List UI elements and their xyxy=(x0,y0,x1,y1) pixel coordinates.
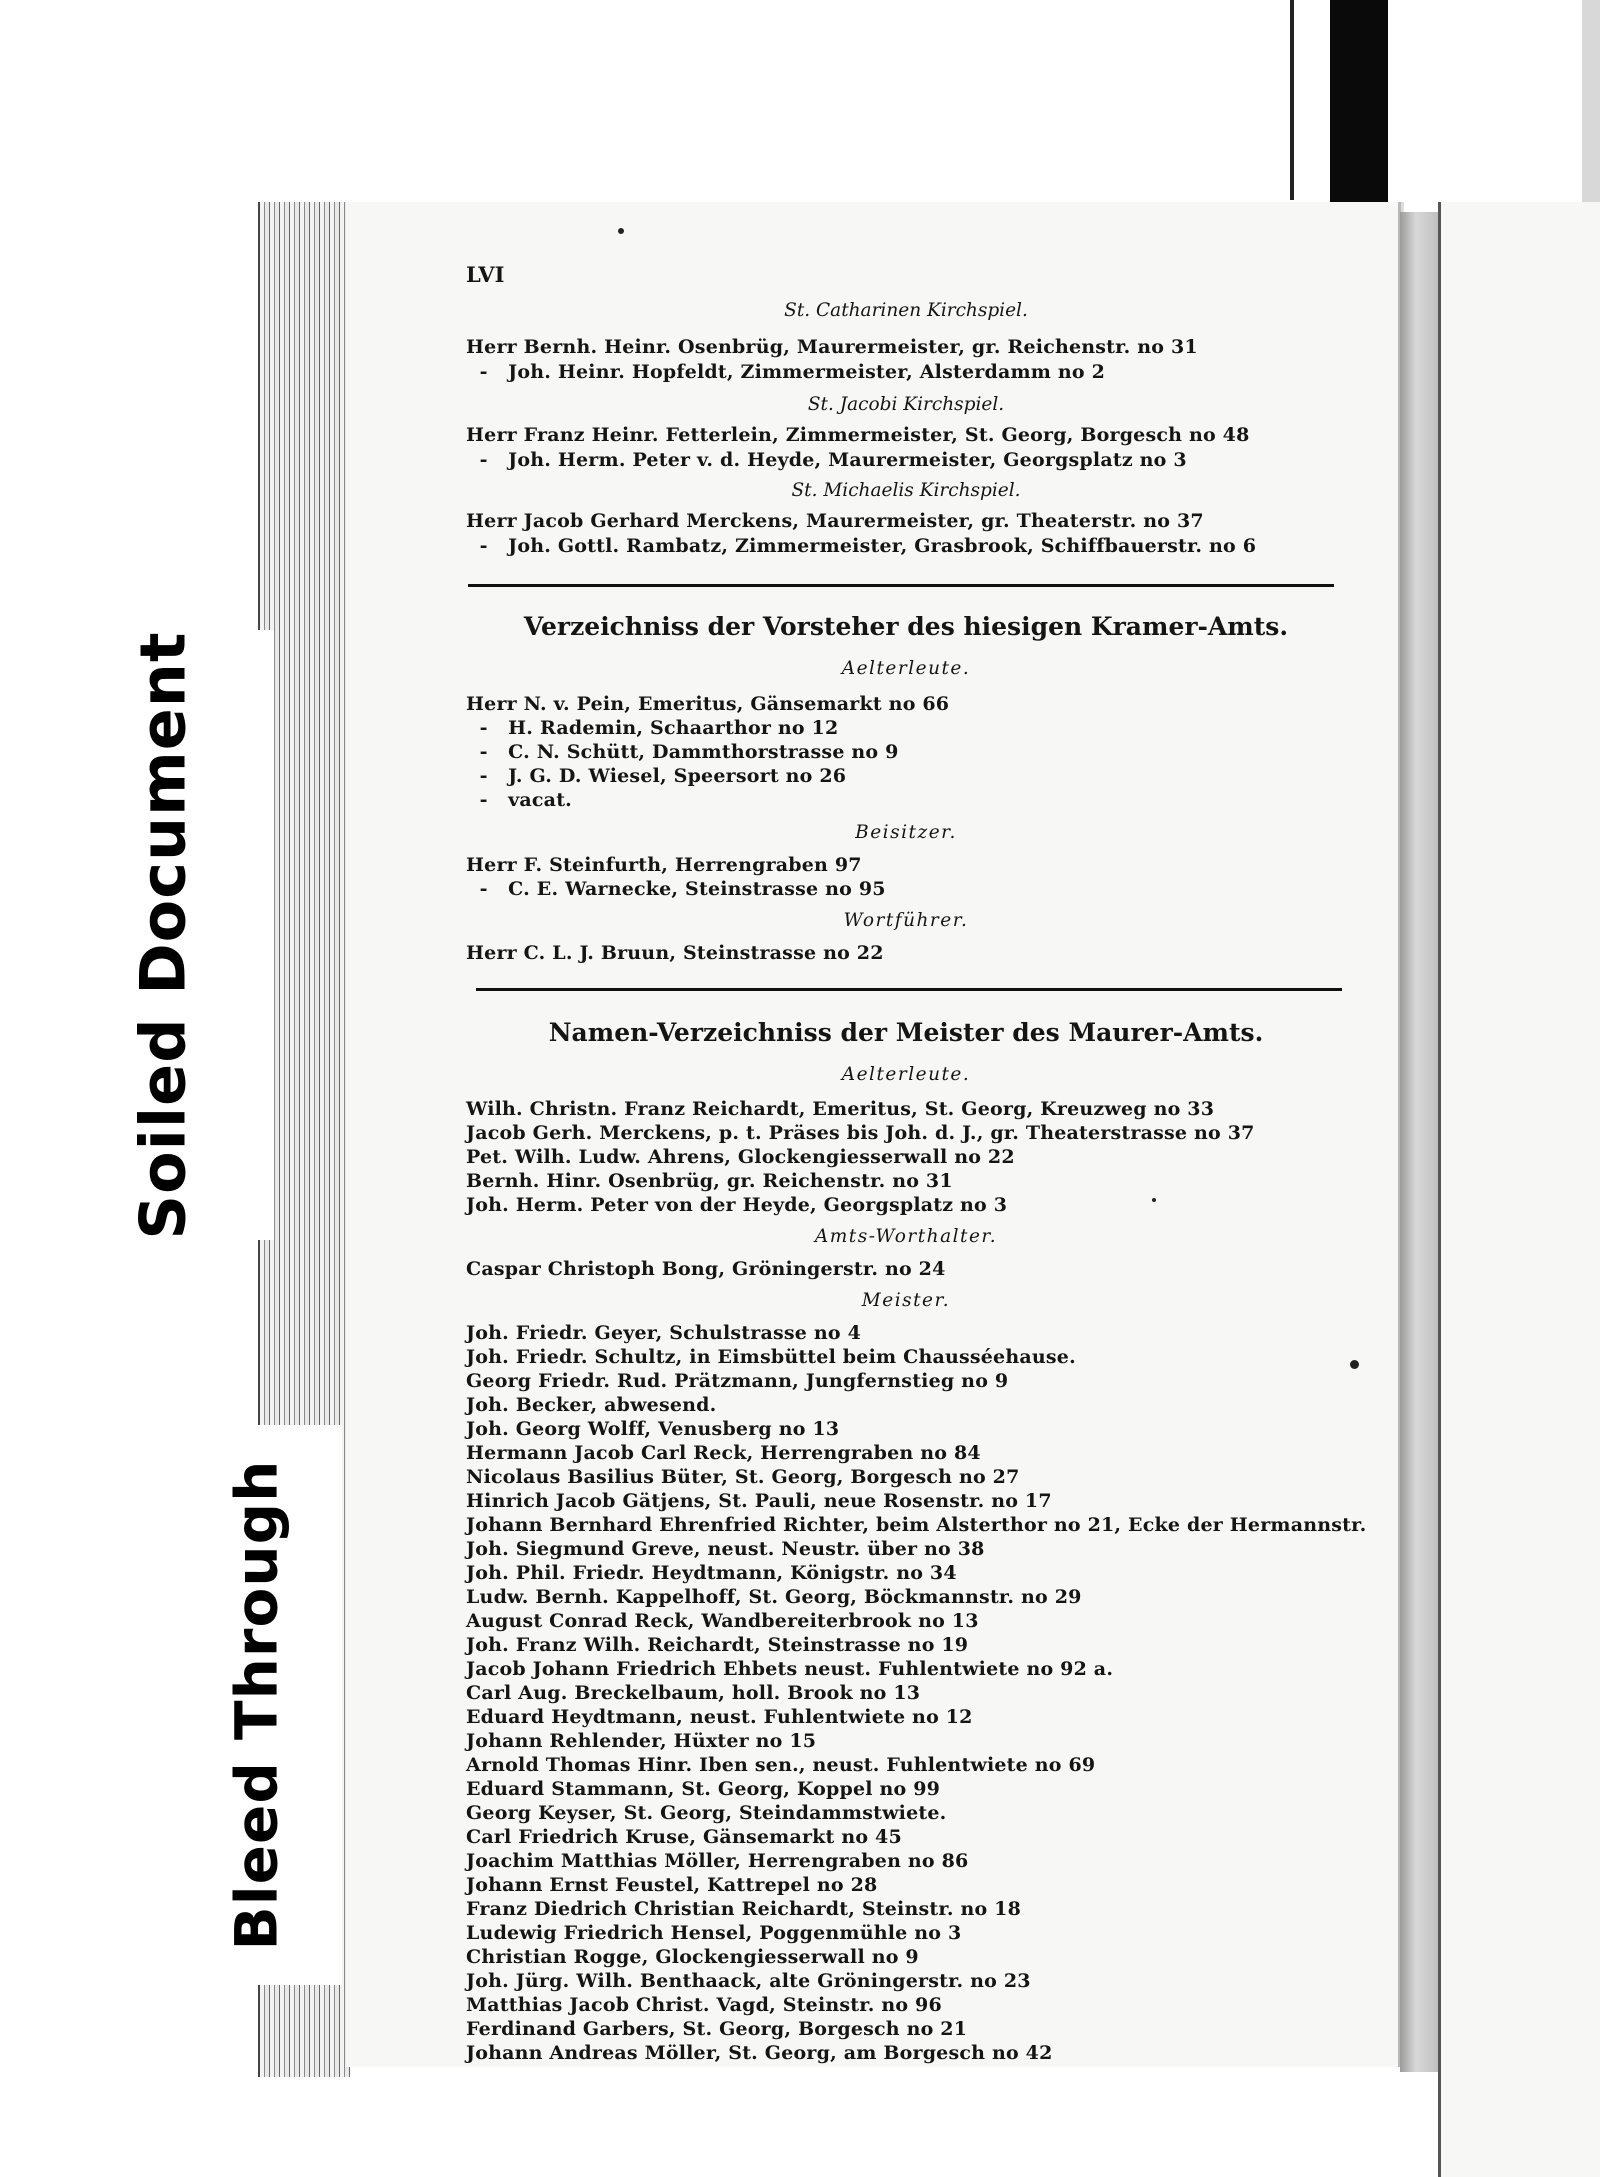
maurer-worthalter-entry: Caspar Christoph Bong, Gröningerstr. no 24 xyxy=(466,1258,946,1280)
meister-entry: Hermann Jacob Carl Reck, Herrengraben no 84 xyxy=(466,1442,981,1464)
maurer-aelterleute-label: Aelterleute. xyxy=(841,1064,971,1085)
kramer-beisitzer-label: Beisitzer. xyxy=(855,822,957,843)
binding-strip xyxy=(1330,0,1388,235)
meister-entry: Joh. Phil. Friedr. Heydtmann, Königstr. no 34 xyxy=(466,1562,957,1584)
parish-entry: - Joh. Gottl. Rambatz, Zimmermeister, Grasbrook, Schiffbauerstr. no 6 xyxy=(466,535,1257,557)
parish-title: St. Jacobi Kirchspiel. xyxy=(807,394,1005,415)
maurer-worthalter-label: Amts-Worthalter. xyxy=(814,1226,998,1247)
kramer-entry: Herr C. L. J. Bruun, Steinstrasse no 22 xyxy=(466,942,884,964)
meister-entry: Joh. Jürg. Wilh. Benthaack, alte Gröningerstr. no 23 xyxy=(466,1970,1031,1992)
maurer-aelterleute-entry: Wilh. Christn. Franz Reichardt, Emeritus, St. Georg, Kreuzweg no 33 xyxy=(466,1098,1215,1120)
kramer-aelterleute-label: Aelterleute. xyxy=(841,658,971,679)
meister-entry: Joh. Friedr. Schultz, in Eimsbüttel beim Chausséehause. xyxy=(466,1346,1076,1368)
bleed-through-label xyxy=(170,1425,342,1985)
ink-speck xyxy=(1350,1360,1359,1369)
kramer-entry: - J. G. D. Wiesel, Speersort no 26 xyxy=(466,765,847,787)
section-rule xyxy=(468,584,1334,587)
meister-entry: Joh. Georg Wolff, Venusberg no 13 xyxy=(466,1418,840,1440)
kramer-wortfuehrer-label: Wortführer. xyxy=(843,910,969,931)
kramer-entry: - H. Rademin, Schaarthor no 12 xyxy=(466,717,839,739)
meister-entry: Ludw. Bernh. Kappelhoff, St. Georg, Böckmannstr. no 29 xyxy=(466,1586,1082,1608)
meister-entry: Ferdinand Garbers, St. Georg, Borgesch no 21 xyxy=(466,2018,968,2040)
right-page xyxy=(1438,202,1600,2177)
meister-entry: Johann Bernhard Ehrenfried Richter, beim Alsterthor no 21, Ecke der Hermannstr. xyxy=(466,1514,1367,1536)
maurer-heading: Namen-Verzeichniss der Meister des Maurer-Amts. xyxy=(548,1018,1264,1047)
kramer-entry: - C. E. Warnecke, Steinstrasse no 95 xyxy=(466,878,886,900)
parish-entry: Herr Jacob Gerhard Merckens, Maurermeister, gr. Theaterstr. no 37 xyxy=(466,510,1204,532)
meister-entry: Eduard Heydtmann, neust. Fuhlentwiete no 12 xyxy=(466,1706,973,1728)
meister-entry: Hinrich Jacob Gätjens, St. Pauli, neue Rosenstr. no 17 xyxy=(466,1490,1052,1512)
maurer-aelterleute-entry: Jacob Gerh. Merckens, p. t. Präses bis Joh. d. J., gr. Theaterstrasse no 37 xyxy=(466,1122,1255,1144)
maurer-aelterleute-entry: Bernh. Hinr. Osenbrüg, gr. Reichenstr. no 31 xyxy=(466,1170,953,1192)
meister-entry: Matthias Jacob Christ. Vagd, Steinstr. no 96 xyxy=(466,1994,942,2016)
meister-entry: Johann Andreas Möller, St. Georg, am Borgesch no 42 xyxy=(466,2042,1053,2064)
kramer-heading: Verzeichniss der Vorsteher des hiesigen Kramer-Amts. xyxy=(523,612,1289,641)
maurer-aelterleute-entry: Joh. Herm. Peter von der Heyde, Georgsplatz no 3 xyxy=(466,1194,1008,1216)
parish-entry: Herr Bernh. Heinr. Osenbrüg, Maurermeister, gr. Reichenstr. no 31 xyxy=(466,336,1198,358)
kramer-entry: Herr F. Steinfurth, Herrengraben 97 xyxy=(466,854,862,876)
meister-entry: Eduard Stammann, St. Georg, Koppel no 99 xyxy=(466,1778,941,1800)
meister-entry: Johann Rehlender, Hüxter no 15 xyxy=(466,1730,817,1752)
meister-entry: Johann Ernst Feustel, Kattrepel no 28 xyxy=(466,1874,878,1896)
soiled-document-text: Soiled Document xyxy=(126,630,200,1240)
parish-entry: Herr Franz Heinr. Fetterlein, Zimmermeister, St. Georg, Borgesch no 48 xyxy=(466,424,1250,446)
kramer-entry: Herr N. v. Pein, Emeritus, Gänsemarkt no 66 xyxy=(466,693,950,715)
meister-entry: Ludewig Friedrich Hensel, Poggenmühle no 3 xyxy=(466,1922,962,1944)
meister-entry: Joh. Siegmund Greve, neust. Neustr. über no 38 xyxy=(466,1538,985,1560)
parish-entry: - Joh. Herm. Peter v. d. Heyde, Maurermeister, Georgsplatz no 3 xyxy=(466,449,1187,471)
meister-entry: Joh. Franz Wilh. Reichardt, Steinstrasse no 19 xyxy=(466,1634,969,1656)
meister-entry: Arnold Thomas Hinr. Iben sen., neust. Fuhlentwiete no 69 xyxy=(466,1754,1096,1776)
maurer-meister-label: Meister. xyxy=(861,1290,951,1311)
meister-entry: Jacob Johann Friedrich Ehbets neust. Fuhlentwiete no 92 a. xyxy=(466,1658,1114,1680)
maurer-aelterleute-entry: Pet. Wilh. Ludw. Ahrens, Glockengiesserwall no 22 xyxy=(466,1146,1015,1168)
meister-entry: Nicolaus Basilius Büter, St. Georg, Borgesch no 27 xyxy=(466,1466,1020,1488)
meister-entry: Georg Keyser, St. Georg, Steindammstwiete. xyxy=(466,1802,947,1824)
meister-entry: Georg Friedr. Rud. Prätzmann, Jungfernstieg no 9 xyxy=(466,1370,1009,1392)
meister-entry: Carl Aug. Breckelbaum, holl. Brook no 13 xyxy=(466,1682,921,1704)
meister-entry: Christian Rogge, Glockengiesserwall no 9 xyxy=(466,1946,919,1968)
book-gutter xyxy=(1400,212,1440,2072)
meister-entry: Joh. Becker, abwesend. xyxy=(466,1394,717,1416)
meister-entry: Carl Friedrich Kruse, Gänsemarkt no 45 xyxy=(466,1826,902,1848)
binding-line xyxy=(1290,0,1294,200)
section-rule xyxy=(476,988,1342,991)
parish-entry: - Joh. Heinr. Hopfeldt, Zimmermeister, Alsterdamm no 2 xyxy=(466,361,1106,383)
parish-title: St. Catharinen Kirchspiel. xyxy=(784,300,1028,321)
bleed-through-text: Bleed Through xyxy=(222,1459,291,1951)
meister-entry: Joachim Matthias Möller, Herrengraben no 86 xyxy=(466,1850,969,1872)
page-number: LVI xyxy=(466,262,505,287)
parish-title: St. Michaelis Kirchspiel. xyxy=(791,480,1021,501)
meister-entry: Joh. Friedr. Geyer, Schulstrasse no 4 xyxy=(466,1322,862,1344)
meister-entry: Franz Diedrich Christian Reichardt, Steinstr. no 18 xyxy=(466,1898,1022,1920)
kramer-entry: - C. N. Schütt, Dammthorstrasse no 9 xyxy=(466,741,899,763)
meister-entry: August Conrad Reck, Wandbereiterbrook no 13 xyxy=(466,1610,979,1632)
ink-speck xyxy=(1152,1198,1156,1202)
kramer-entry: - vacat. xyxy=(466,789,572,811)
ink-speck xyxy=(618,228,624,234)
soiled-document-label xyxy=(52,630,274,1240)
